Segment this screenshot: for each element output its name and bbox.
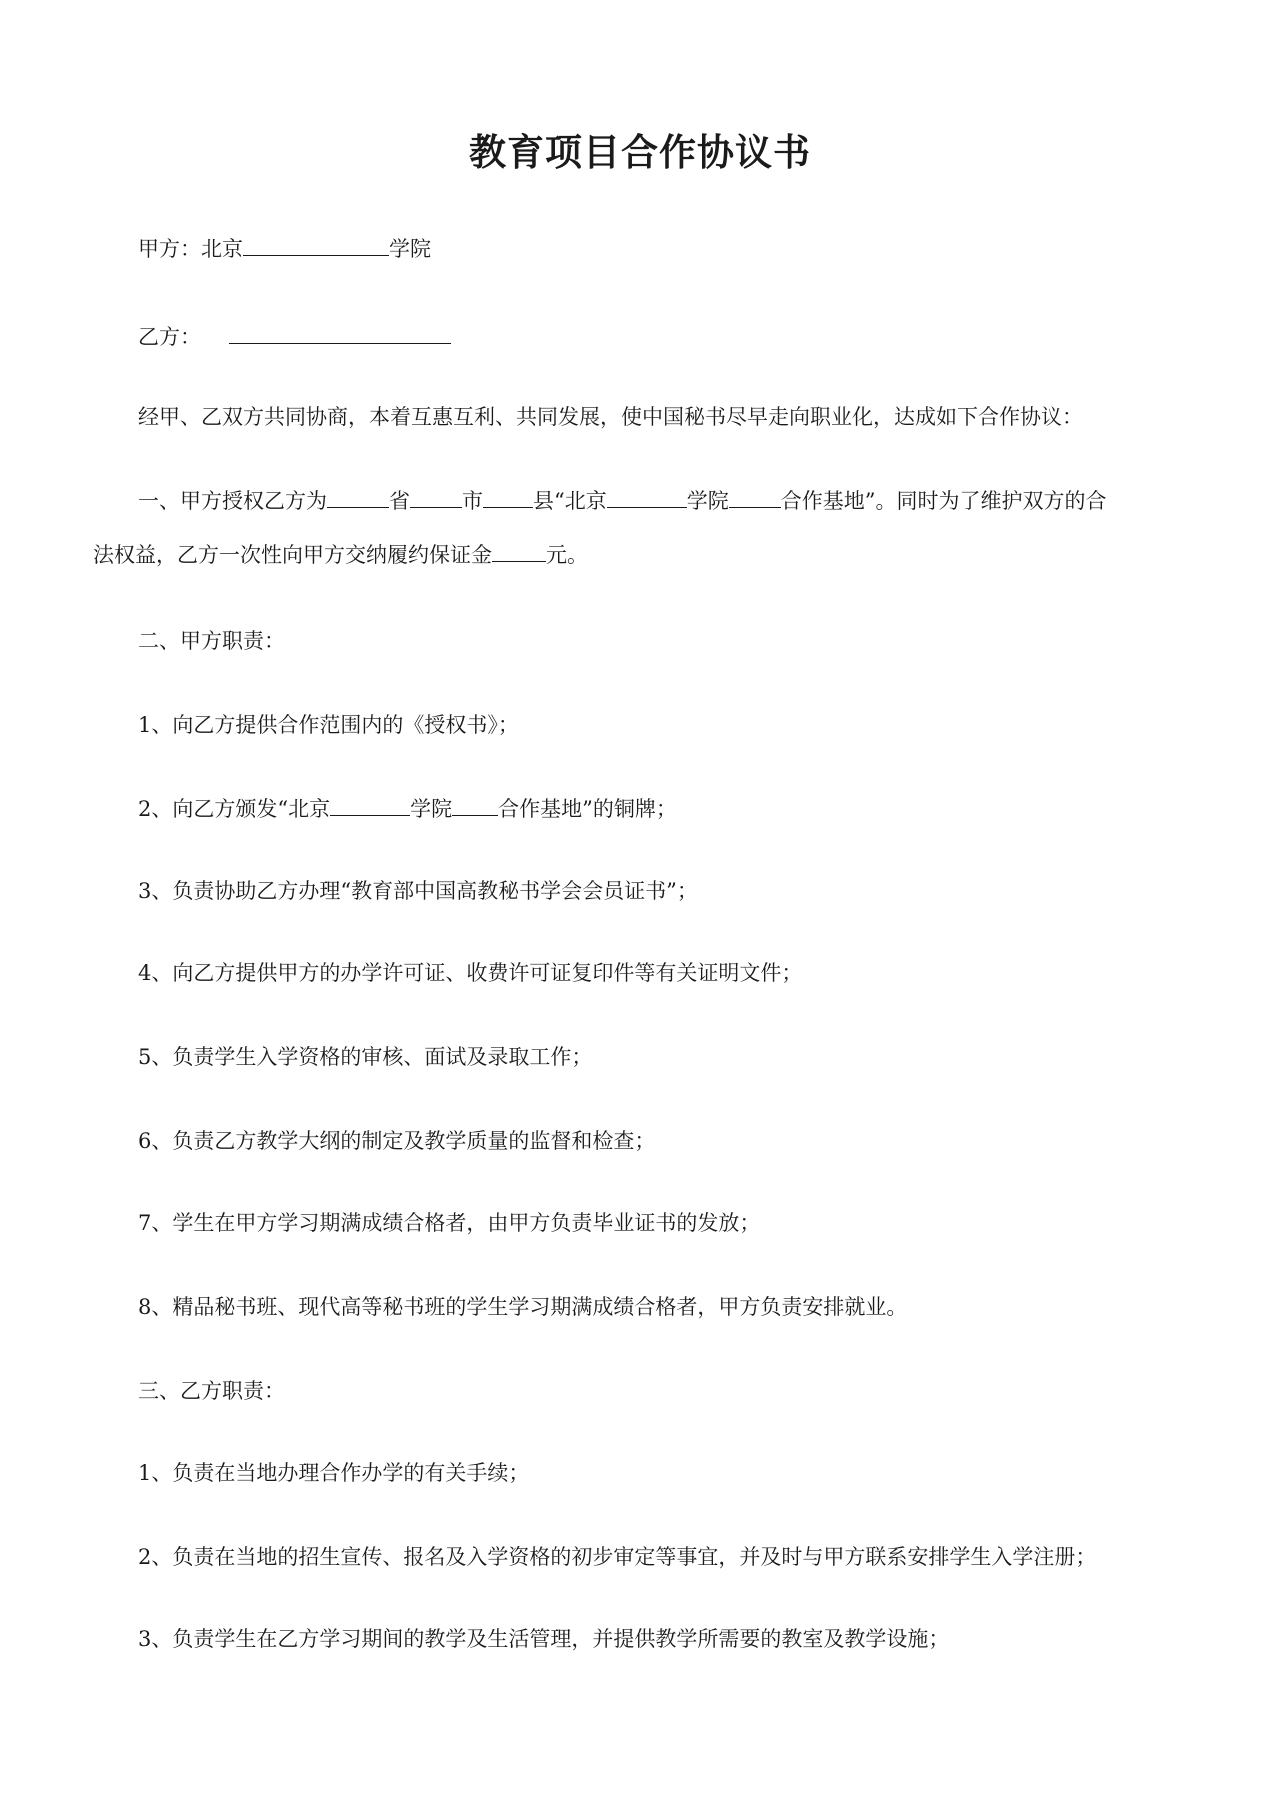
college-blank [607,487,687,508]
section-2-item-6: 6、负责乙方教学大纲的制定及教学质量的监督和检查； [138,1129,656,1153]
section-2-item-4: 4、向乙方提供甲方的办学许可证、收费许可证复印件等有关证明文件； [138,961,803,985]
clause-1-text-a: 一、甲方授权乙方为 [138,489,327,513]
party-b-line [138,322,451,352]
clause-1-line-1 [138,486,1107,516]
section-2-item-8: 8、精品秘书班、现代高等秘书班的学生学习期满成绩合格者，甲方负责安排就业。 [138,1295,908,1319]
base-blank [729,487,781,508]
clause-1-text-g: 法权益，乙方一次性向甲方交纳履约保证金 [93,543,492,567]
clause-1-text-b: 省 [389,489,410,513]
item-2-text-b: 学院 [410,797,453,821]
section-2-item-3: 3、负责协助乙方办理“教育部中国高教秘书学会会员证书”； [138,879,698,903]
clause-1-text-c: 市 [462,489,483,513]
party-a-line [138,234,431,264]
deposit-blank [492,541,546,562]
section-3-item-2: 2、负责在当地的招生宣传、报名及入学资格的初步审定等事宜，并及时与甲方联系安排学生入学注册； [138,1545,1097,1569]
clause-1-text-f: 合作基地”。同时为了维护双方的合 [780,489,1107,513]
county-blank [483,487,533,508]
item-2-text-a: 2、向乙方颁发“北京 [138,797,331,821]
item-2-college-blank [330,795,410,816]
party-b-prefix: 乙方： [138,325,201,349]
section-3-heading: 三、乙方职责： [138,1379,285,1403]
clause-1-line-2 [93,540,588,570]
party-a-prefix: 甲方：北京 [138,237,243,261]
item-2-base-blank [452,795,498,816]
section-2-item-5: 5、负责学生入学资格的审核、面试及录取工作； [138,1045,593,1069]
clause-1-text-d: 县“北京 [533,489,607,513]
section-2-item-1: 1、向乙方提供合作范围内的《授权书》； [138,713,519,737]
city-blank [410,487,462,508]
section-3-item-3: 3、负责学生在乙方学习期间的教学及生活管理，并提供教学所需要的教室及教学设施； [138,1627,950,1651]
intro-paragraph: 经甲、乙双方共同协商，本着互惠互利、共同发展，使中国秘书尽早走向职业化，达成如下合作协议： [138,405,1083,429]
party-a-suffix: 学院 [389,237,431,261]
section-2-heading: 二、甲方职责： [138,629,285,653]
document-title: 教育项目合作协议书 [469,130,811,174]
section-3-item-1: 1、负责在当地办理合作办学的有关手续； [138,1461,530,1485]
clause-1-text-h: 元。 [546,543,588,567]
province-blank [327,487,389,508]
party-a-blank [243,235,389,256]
party-b-blank [229,323,451,344]
section-2-item-7: 7、学生在甲方学习期满成绩合格者，由甲方负责毕业证书的发放； [138,1211,761,1235]
item-2-text-c: 合作基地”的铜牌； [498,797,677,821]
clause-1-text-e: 学院 [686,489,729,513]
section-2-item-2 [138,794,677,824]
